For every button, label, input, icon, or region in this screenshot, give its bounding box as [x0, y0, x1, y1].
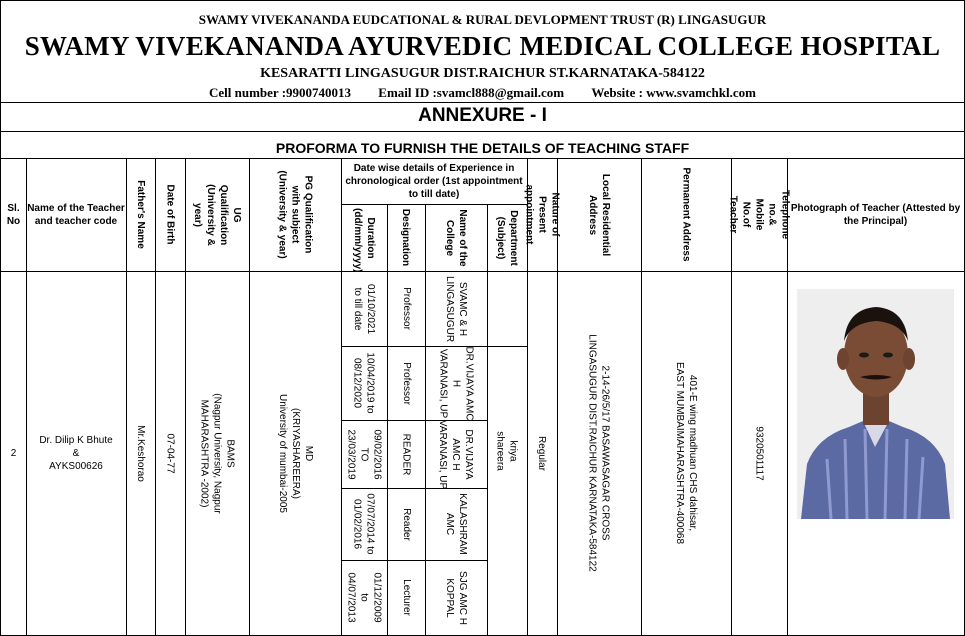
teacher-name: Dr. Dilip K Bhute [39, 434, 113, 446]
exp-college: DR.VIJAYA AMC H VARANASI, UP [437, 345, 475, 421]
exp-designation: Professor [400, 361, 412, 405]
col-header-permanent-address: Permanent Address [680, 167, 692, 262]
ug-qualification: BAMS (Nagpur University, Nagpur MAHARASHTRA -2002) [198, 392, 236, 514]
appointment-nature: Regular [536, 435, 548, 471]
exp-college: KALASHRAM AMC [444, 493, 468, 555]
col-header-photo: Photograph of Teacher (Attested by the Principal) [790, 202, 961, 227]
pg-qualification: MD (KRIYASHAREERA) University of mumbai-2005 [276, 393, 314, 513]
col-header-dob: Date of Birth [164, 184, 176, 245]
contact-line [1, 85, 964, 101]
exp-duration: 09/02/2016 TO 23/03/2019 [345, 428, 383, 480]
divider [1, 131, 964, 132]
teacher-sl: 2 [10, 447, 17, 459]
exp-duration: 01/10/2021 to till date [352, 283, 376, 334]
col-header-sl: Sl. No [6, 202, 21, 227]
cell-number: Cell number :9900740013 [209, 85, 352, 100]
teacher-photo [797, 289, 954, 519]
email-id: Email ID :svamcl888@gmail.com [378, 85, 565, 100]
portrait-illustration [797, 289, 954, 519]
divider [1, 102, 964, 103]
father-name: Mr.Keshorao [135, 424, 147, 482]
col-header-exp-college: Name of the College [444, 208, 468, 267]
exp-designation: Reader [400, 507, 412, 541]
trust-name: SWAMY VIVEKANANDA EUDCATIONAL & RURAL DEVLOPMENT TRUST (R) LINGASUGUR [198, 12, 767, 27]
college-name: SWAMY VIVEKANANDA AYURVEDIC MEDICAL COLLEGE HOSPITAL [24, 31, 941, 61]
permanent-address: 401-E wing madhuan CHS dahisar, EAST MUMBAIMAHARASHTRA-400068 [674, 361, 698, 545]
col-header-experience: Date wise details of Experience in chronological order (1st appointment to till date) [345, 163, 523, 200]
exp-designation: Lecturer [400, 579, 412, 616]
department: kriya shareera [495, 431, 519, 471]
col-header-name: Name of the Teacher and teacher code [27, 202, 125, 227]
exp-designation: Professor [400, 287, 412, 330]
exp-designation: READER [400, 433, 412, 475]
exp-duration: 07/07/2014 to 01/02/2016 [352, 493, 377, 555]
col-header-designation: Designation [400, 208, 412, 267]
exp-duration: 01/12/2009 to 04/07/2013 [345, 572, 383, 623]
teacher-code: AYKS00626 [49, 460, 103, 472]
col-header-telephone: Telephone no.& Mobile No.of Teacher [727, 189, 791, 240]
col-header-father: Father's Name [135, 180, 147, 249]
col-header-ug: UG Qualification (University & year) [192, 183, 242, 246]
annexure-title: ANNEXURE - I [418, 105, 547, 126]
website: Website : www.svamchkl.com [591, 85, 756, 100]
exp-college: SVAMC & H LINGASUGUR [444, 275, 468, 342]
ampersand: & [72, 447, 80, 459]
college-address: KESARATTI LINGASUGUR DIST.RAICHUR ST.KARNATAKA-584122 [260, 66, 705, 81]
proforma-title: PROFORMA TO FURNISH THE DETAILS OF TEACHING STAFF [275, 140, 690, 156]
local-address: 2-14-26/5/17 BASAWASAGAR CROSS LINGASUGUR DIST.RAICHUR KARNATAKA-584122 [587, 334, 612, 572]
col-header-pg: PG Qualification with subject (University & year) [276, 170, 314, 259]
date-of-birth: 07-04-77 [164, 432, 176, 474]
telephone-number: 9320501117 [753, 425, 765, 481]
col-header-nature: Nature of Present appointment [523, 184, 561, 245]
teacher-name-cell [26, 271, 126, 635]
col-header-local-address: Local Residential Address [587, 173, 611, 256]
col-header-department: Department (Subject) [495, 209, 520, 266]
exp-duration: 10/04/2019 to 08/12/2020 [352, 352, 377, 414]
col-header-duration: Duration (dd/mm/yyyy) [352, 207, 376, 272]
exp-college: SJG AMC H KOPPAL [444, 570, 468, 625]
exp-college: DR.VIJAYA AMC H VARANASI, UP [437, 419, 475, 489]
